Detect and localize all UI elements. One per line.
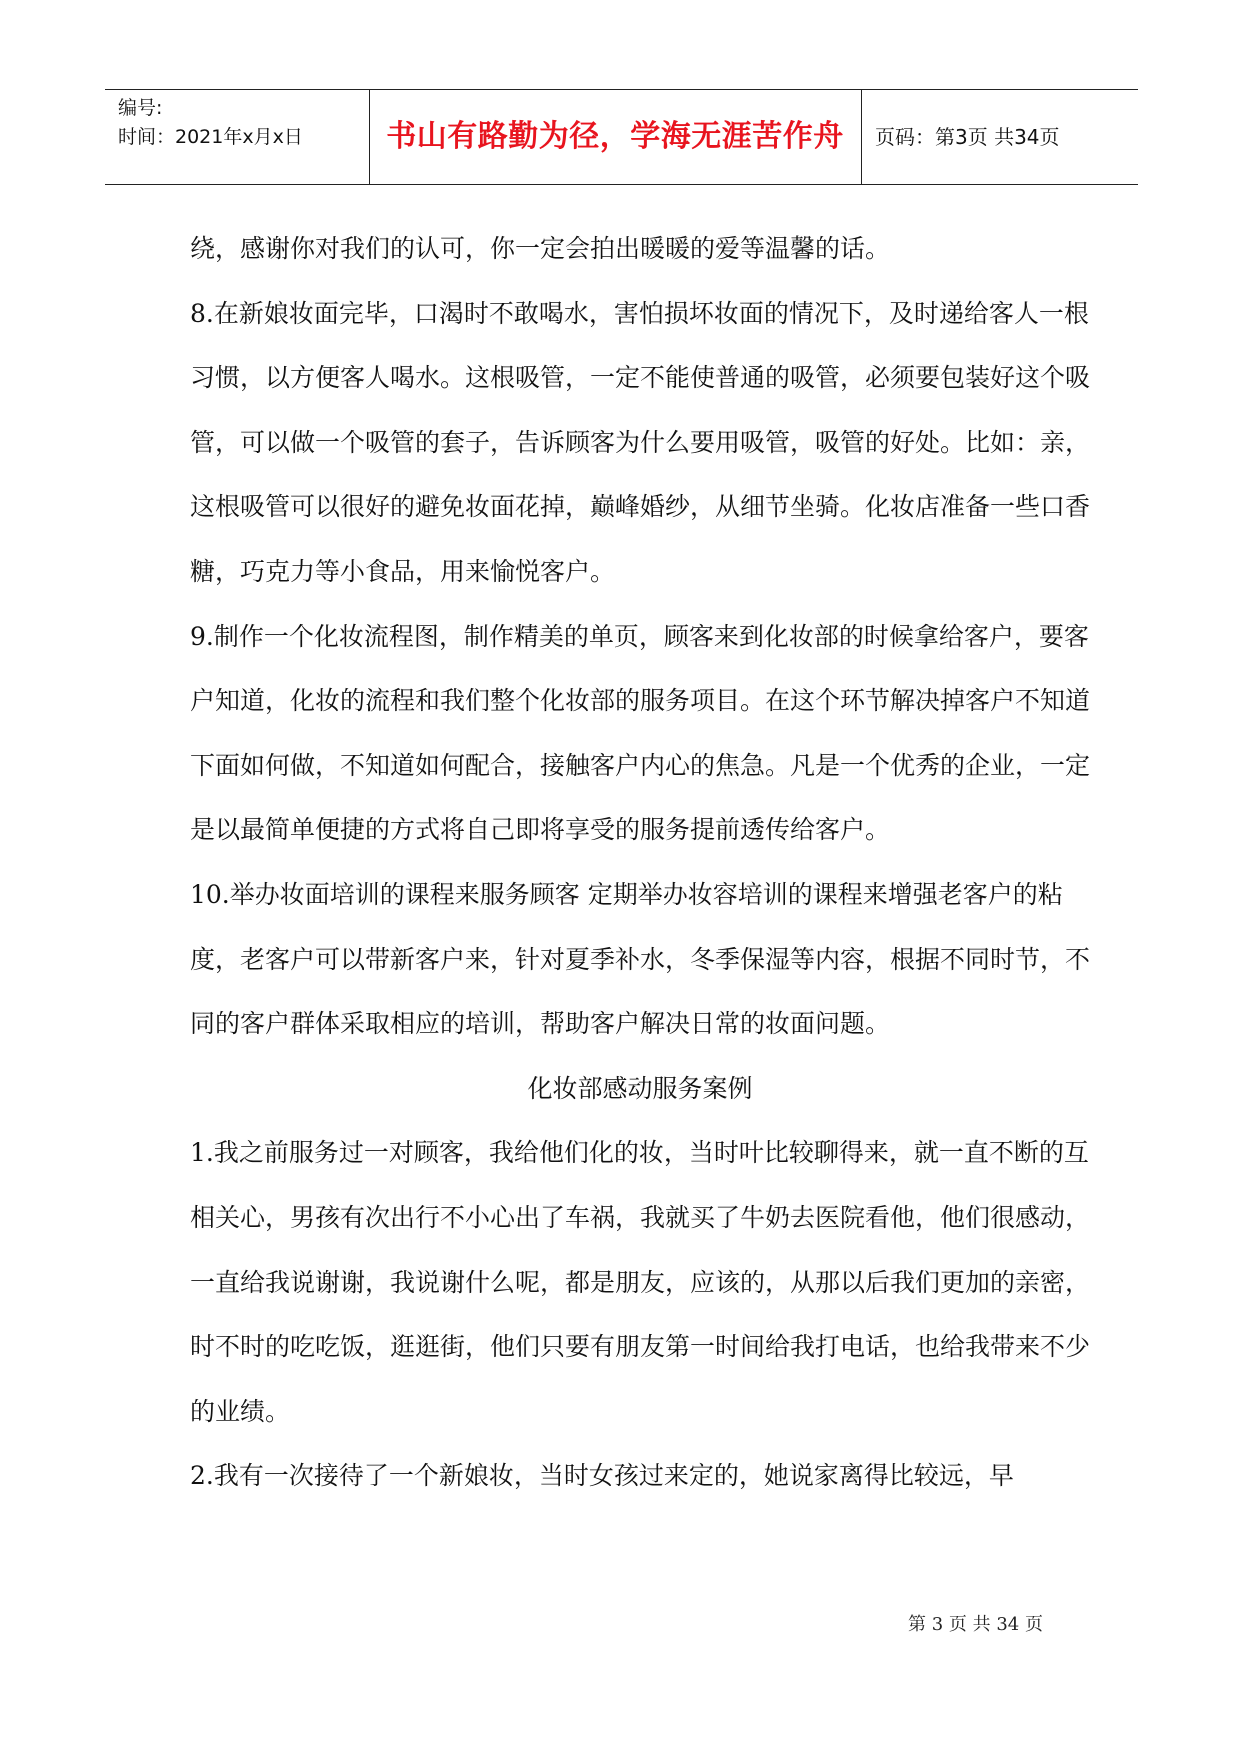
- paragraph-case-1: 1.我之前服务过一对顾客，我给他们化的妆，当时叶比较聊得来，就一直不断的互相关心，男孩有次出行不小心出了车祸，我就买了牛奶去医院看他，他们很感动，一直给我说谢谢，我说谢什么呢，都是朋友，应该的，从那以后我们更加的亲密，时不时的吃吃饭，逛逛街，他们只要有朋友第一时间给我打电话，也给我带来不少的业绩。: [190, 1138, 1091, 1426]
- paragraph-continuation: 绕，感谢你对我们的认可，你一定会拍出暖暖的爱等温馨的话。: [190, 234, 891, 263]
- paragraph-item-10: 10.举办妆面培训的课程来服务顾客 定期举办妆容培训的课程来增强老客户的粘度，老客户可以带新客户来，针对夏季补水，冬季保湿等内容，根据不同时节，不同的客户群体采取相应的培训，帮助客户解决日常的妆面问题。: [190, 879, 1091, 1039]
- section-heading: 化妆部感动服务案例: [527, 1073, 753, 1103]
- document-body: [190, 217, 1090, 1509]
- header-meta: [118, 94, 368, 152]
- document-number-label: 编号:: [118, 97, 163, 119]
- document-header: [105, 89, 1138, 185]
- paragraph-item-8: 8.在新娘妆面完毕，口渴时不敢喝水，害怕损坏妆面的情况下，及时递给客人一根习惯，以方便客人喝水。这根吸管，一定不能使普通的吸管，必须要包装好这个吸管，可以做一个吸管的套子，告诉顾客为什么要用吸管，吸管的好处。比如：亲，这根吸管可以很好的避免妆面花掉，巅峰婚纱，从细节坐骑。化妆店准备一些口香糖，巧克力等小食品，用来愉悦客户。: [190, 298, 1091, 586]
- header-page-label: 页码：第3页 共34页: [875, 125, 1060, 149]
- header-divider-right: [861, 90, 862, 184]
- header-motto: 书山有路勤为径，学海无涯苦作舟: [386, 119, 844, 154]
- document-time-label: 时间：2021年x月x日: [118, 126, 303, 148]
- paragraph-item-9: 9.制作一个化妆流程图，制作精美的单页，顾客来到化妆部的时候拿给客户，要客户知道，化妆的流程和我们整个化妆部的服务项目。在这个环节解决掉客户不知道下面如何做，不知道如何配合，接触客户内心的焦急。凡是一个优秀的企业，一定是以最简单便捷的方式将自己即将享受的服务提前透传给客户。: [190, 621, 1091, 845]
- page-footer: 第 3 页 共 34 页: [908, 1614, 1043, 1635]
- paragraph-case-2: 2.我有一次接待了一个新娘妆，当时女孩过来定的，她说家离得比较远，早: [190, 1461, 1014, 1491]
